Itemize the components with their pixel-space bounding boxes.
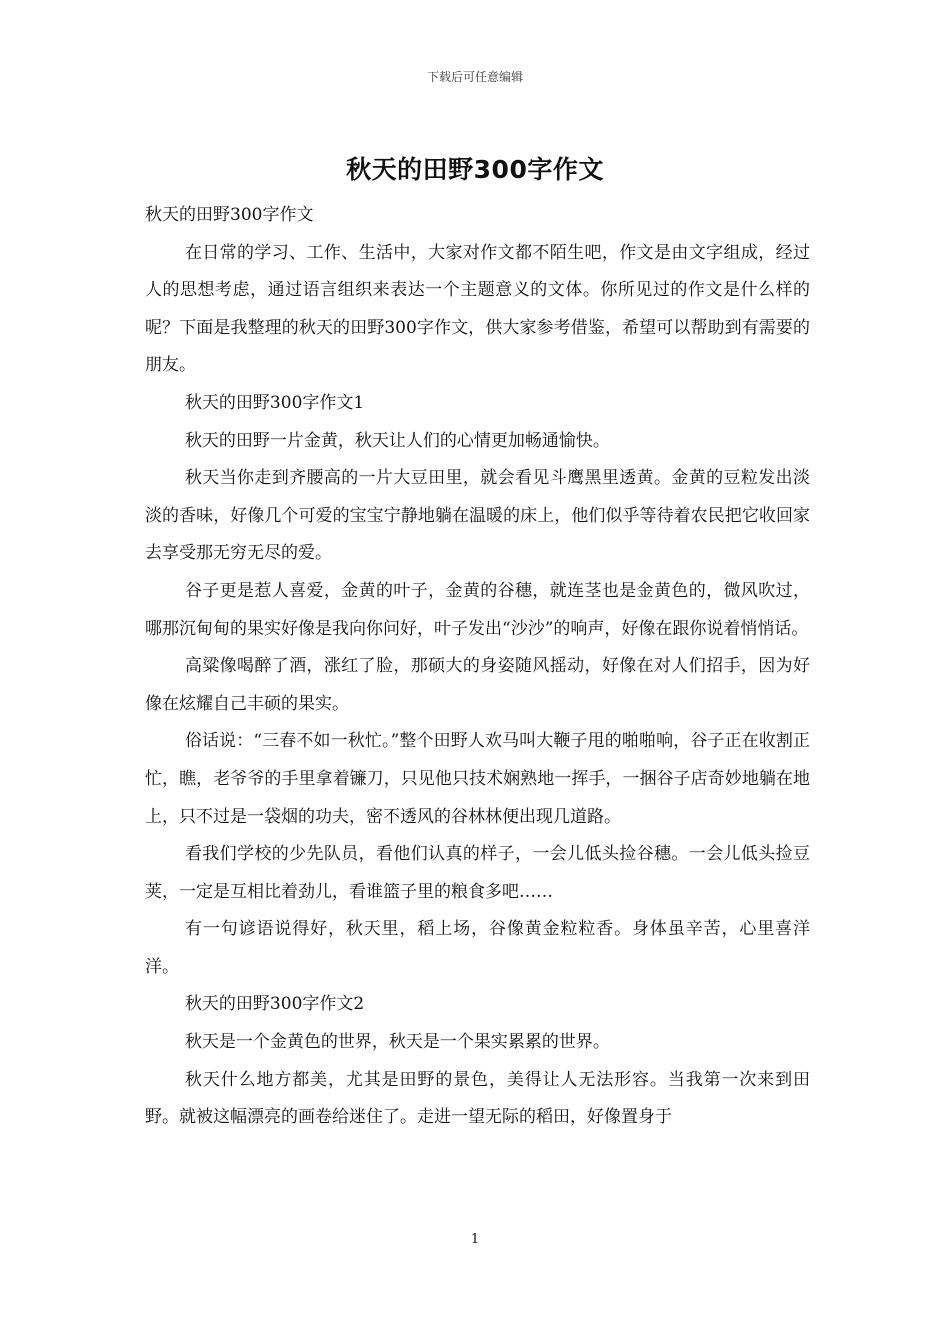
document-title: 秋天的田野300字作文	[346, 155, 604, 184]
body-paragraph: 俗话说：“三春不如一秋忙。”整个田野人欢马叫大鞭子甩的啪啪响，谷子正在收割正忙，瞧，老爷爷的手里拿着镰刀，只见他只技术娴熟地一挥手，一捆谷子店奇妙地躺在地上，只不过是一袋烟的功夫，密不透风的谷林林便出现几道路。	[145, 731, 810, 827]
body-paragraph: 谷子更是惹人喜爱，金黄的叶子，金黄的谷穗，就连茎也是金黄色的，微风吹过，哪那沉甸甸的果实好像是我向你问好，叶子发出“沙沙”的响声，好像在跟你说着悄悄话。	[145, 580, 810, 639]
body-paragraph: 高粱像喝醉了酒，涨红了脸，那硕大的身姿随风摇动，好像在对人们招手，因为好像在炫耀自己丰硕的果实。	[145, 656, 810, 714]
section-heading: 秋天的田野300字作文1	[184, 392, 365, 413]
document-body	[145, 197, 810, 1137]
body-paragraph: 秋天的田野一片金黄，秋天让人们的心情更加畅通愉快。	[184, 430, 610, 451]
body-paragraph: 秋天当你走到齐腰高的一片大豆田里，就会看见斗鹰黑里透黄。金黄的豆粒发出淡淡的香味，好像几个可爱的宝宝宁静地躺在温暖的床上，他们似乎等待着农民把它收回家去享受那无穷无尽的爱。	[145, 468, 810, 564]
body-paragraph: 有一句谚语说得好，秋天里，稻上场，谷像黄金粒粒香。身体虽辛苦，心里喜洋洋。	[145, 919, 810, 977]
body-paragraph: 秋天什么地方都美，尤其是田野的景色，美得让人无法形容。当我第一次来到田野。就被这幅漂亮的画卷给迷住了。走进一望无际的稻田，好像置身于	[145, 1069, 810, 1128]
section-heading: 秋天的田野300字作文2	[184, 994, 365, 1015]
intro-paragraph: 在日常的学习、工作、生活中，大家对作文都不陌生吧，作文是由文字组成，经过人的思想考虑，通过语言组织来表达一个主题意义的文体。你所见过的作文是什么样的呢？下面是我整理的秋天的田野300字作文，供大家参考借鉴，希望可以帮助到有需要的朋友。	[145, 242, 810, 376]
page-number: 1	[470, 1232, 480, 1247]
body-paragraph: 看我们学校的少先队员，看他们认真的样子，一会儿低头捡谷穗。一会儿低头捡豆荚，一定是互相比着劲儿，看谁篮子里的粮食多吧……	[145, 844, 810, 902]
subtitle-paragraph: 秋天的田野300字作文	[145, 205, 314, 225]
header-note: 下载后可任意编辑	[426, 70, 523, 84]
body-paragraph: 秋天是一个金黄色的世界，秋天是一个果实累累的世界。	[184, 1032, 610, 1053]
